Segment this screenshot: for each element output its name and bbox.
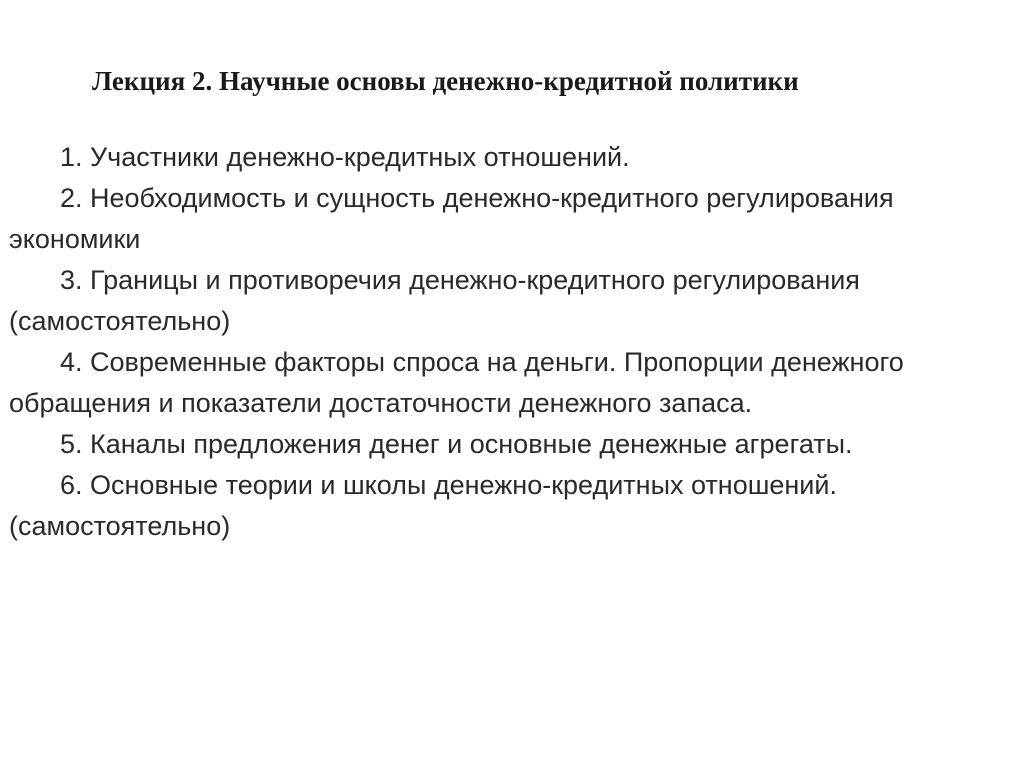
topic-item-4: 4. Современные факторы спроса на деньги. Пропорции денежного обращения и показатели достаточности денежного запаса. <box>9 347 904 418</box>
topic-item-1: 1. Участники денежно-кредитных отношений. <box>60 142 630 172</box>
topic-item-2: 2. Необходимость и сущность денежно-кредитного регулирования экономики <box>9 183 894 254</box>
topic-item-5: 5. Каналы предложения денег и основные денежные агрегаты. <box>60 429 853 459</box>
topic-list <box>9 137 1009 547</box>
lecture-title: Лекция 2. Научные основы денежно-кредитной политики <box>92 66 799 96</box>
topic-item-3: 3. Границы и противоречия денежно-кредитного регулирования (самостоятельно) <box>9 265 860 336</box>
topic-item-6: 6. Основные теории и школы денежно-кредитных отношений. (самостоятельно) <box>9 470 837 541</box>
